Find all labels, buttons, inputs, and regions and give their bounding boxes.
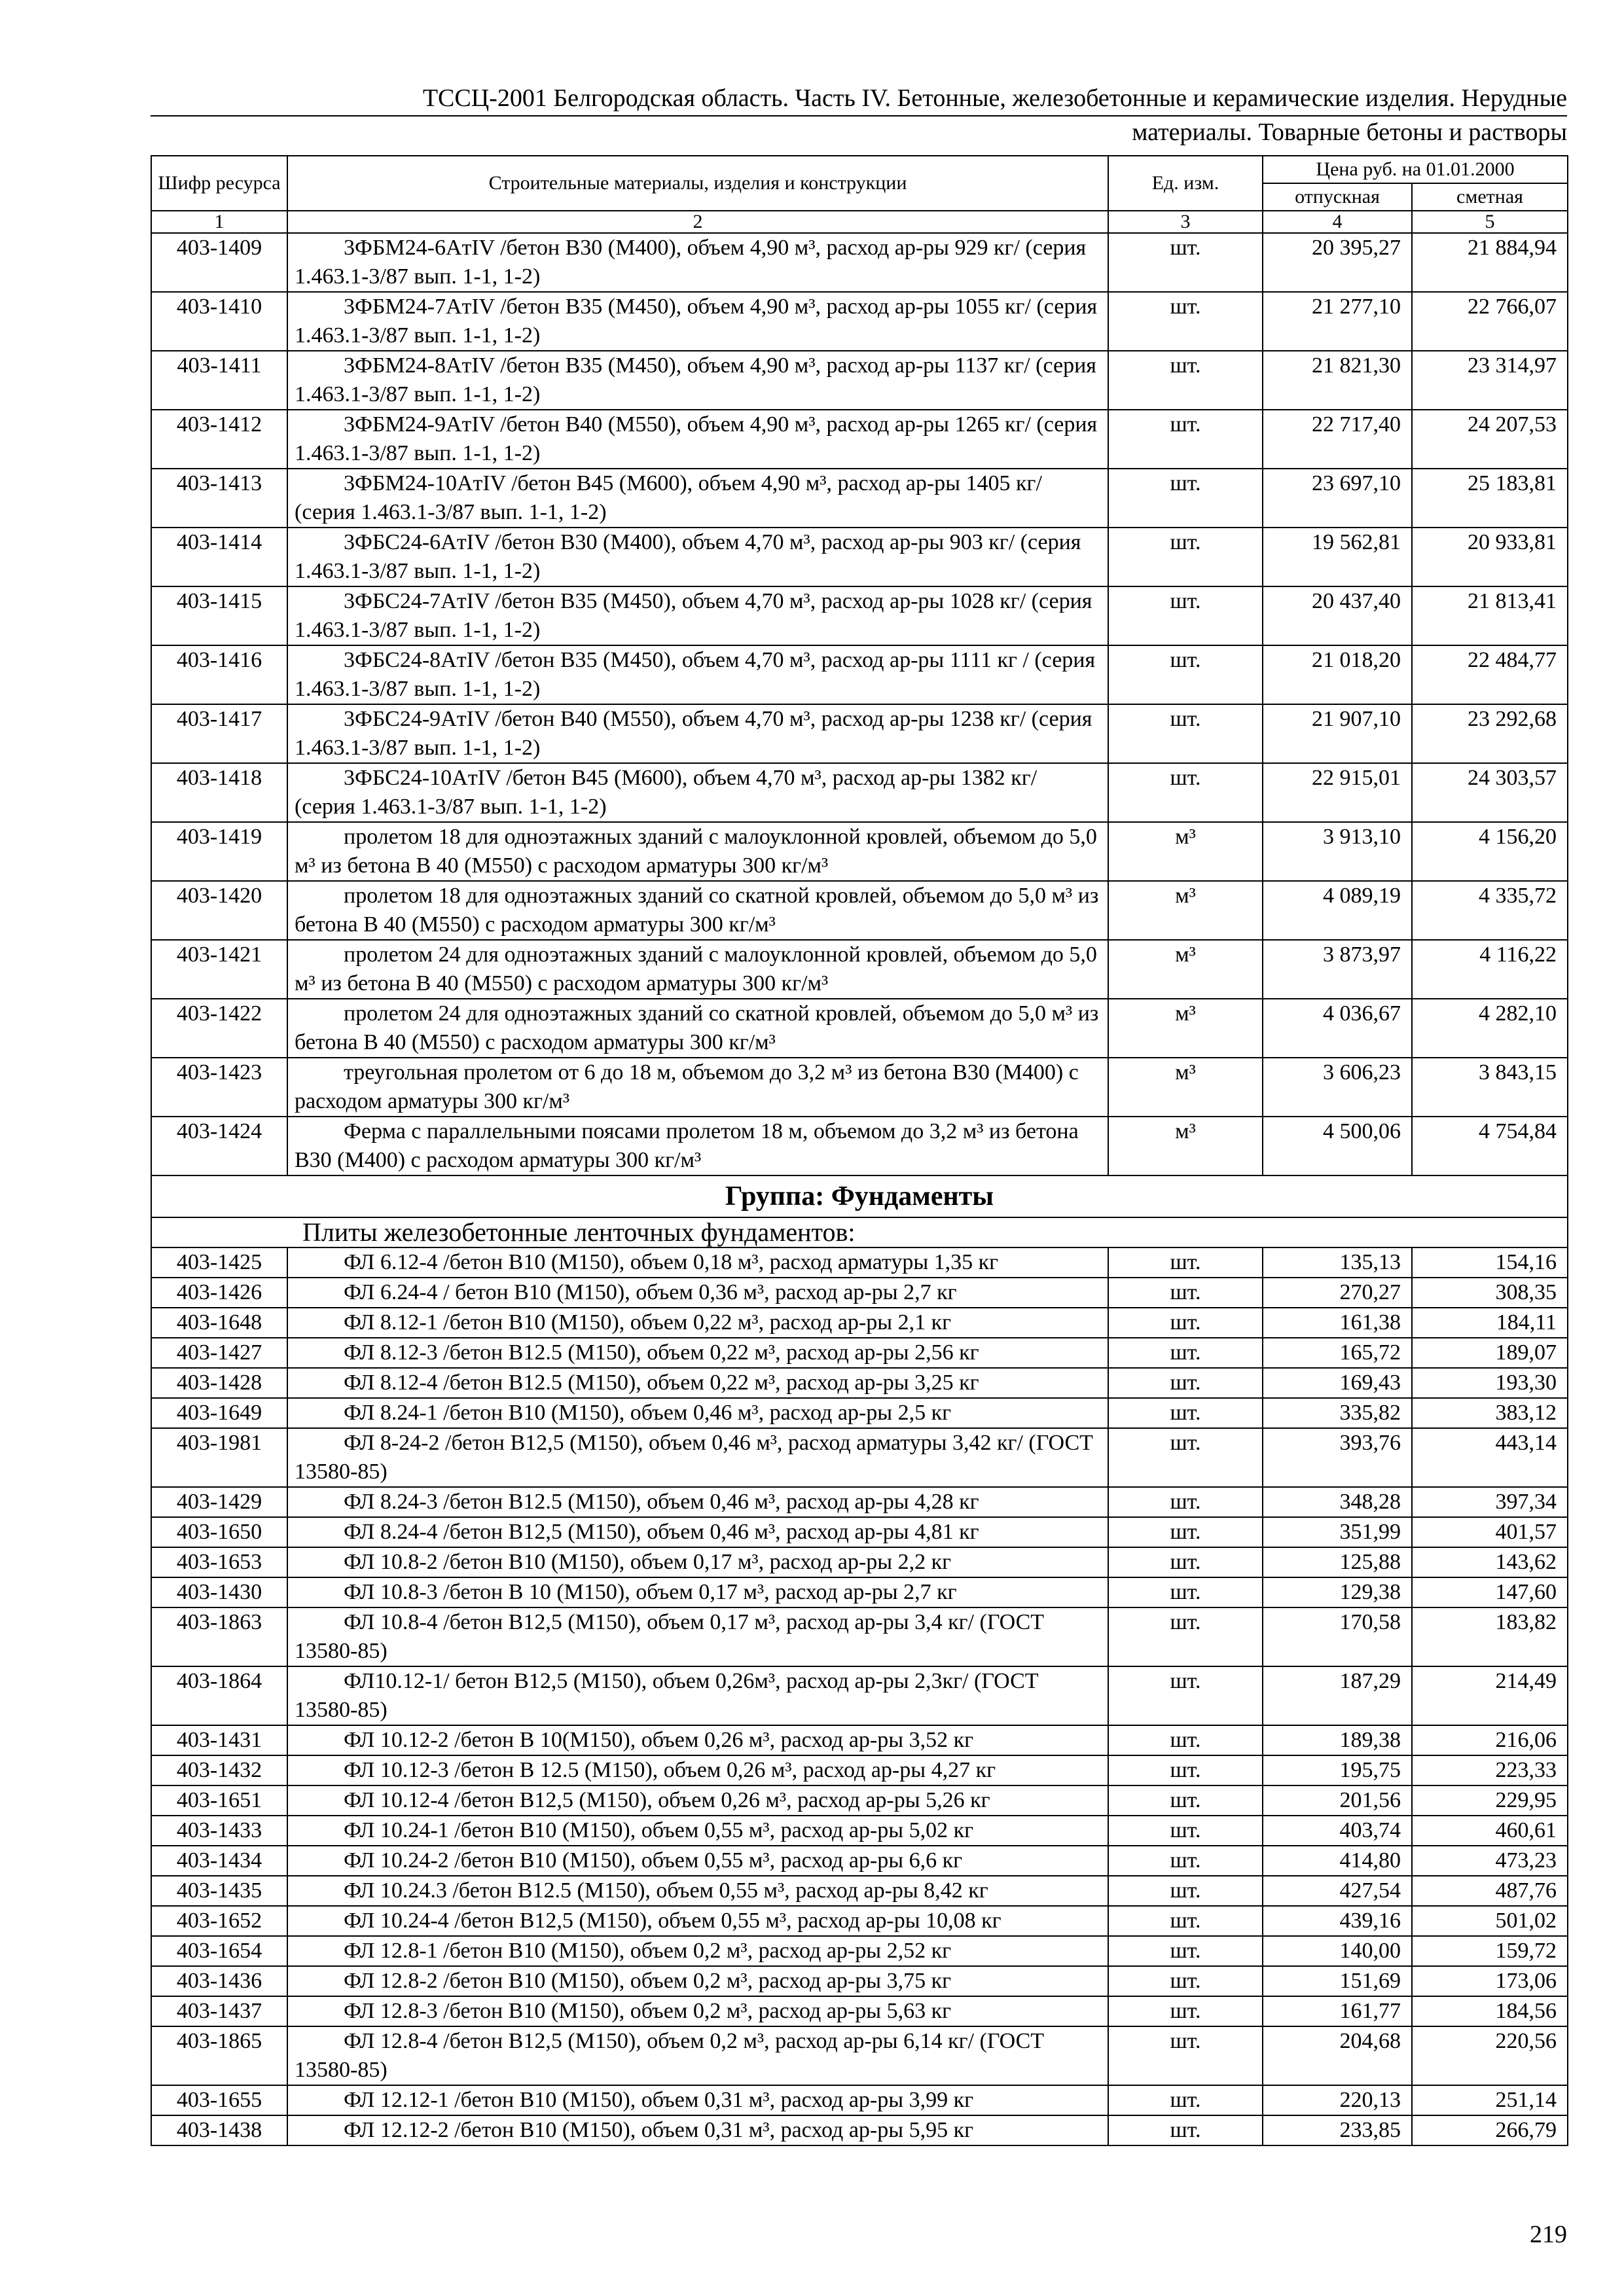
table-row (151, 822, 1568, 881)
resource-code: 403-1412 (151, 410, 287, 469)
unit-of-measure: шт. (1108, 1308, 1263, 1338)
release-price: 189,38 (1263, 1725, 1412, 1755)
resource-code: 403-1649 (151, 1398, 287, 1428)
table-row (151, 1487, 1568, 1517)
resource-code: 403-1427 (151, 1338, 287, 1368)
table-row (151, 1278, 1568, 1308)
unit-of-measure: шт. (1108, 1487, 1263, 1517)
resource-name: ФЛ 8.12-3 /бетон В12.5 (М150), объем 0,22 м³, расход ар-ры 2,56 кг (287, 1338, 1108, 1368)
column-number: 2 (287, 211, 1108, 233)
page-header-subtitle: материалы. Товарные бетоны и растворы (1132, 118, 1567, 146)
unit-of-measure: шт. (1108, 1785, 1263, 1816)
table-row (151, 1816, 1568, 1846)
resource-name: ФЛ 8.12-1 /бетон В10 (М150), объем 0,22 м³, расход ар-ры 2,1 кг (287, 1308, 1108, 1338)
estimate-price: 4 116,22 (1412, 940, 1568, 999)
unit-of-measure: м³ (1108, 881, 1263, 940)
estimate-price: 21 813,41 (1412, 586, 1568, 645)
unit-of-measure: шт. (1108, 1577, 1263, 1607)
header-name: Строительные материалы, изделия и конструкции (287, 156, 1108, 211)
resource-name: ФЛ 10.12-2 /бетон В 10(М150), объем 0,26 м³, расход ар-ры 3,52 кг (287, 1725, 1108, 1755)
resource-name: 3ФБС24-8AтIV /бетон В35 (М450), объем 4,70 м³, расход ар-ры 1111 кг / (серия 1.463.1-3/87 вып. 1-1, 1-2) (287, 645, 1108, 704)
unit-of-measure: шт. (1108, 704, 1263, 763)
estimate-price: 22 766,07 (1412, 292, 1568, 351)
resource-code: 403-1655 (151, 2085, 287, 2115)
unit-of-measure: шт. (1108, 586, 1263, 645)
estimate-price: 3 843,15 (1412, 1058, 1568, 1117)
table-row (151, 1517, 1568, 1547)
resource-code: 403-1434 (151, 1846, 287, 1876)
release-price: 4 500,06 (1263, 1117, 1412, 1175)
unit-of-measure: шт. (1108, 528, 1263, 586)
unit-of-measure: шт. (1108, 1755, 1263, 1785)
table-row (151, 1785, 1568, 1816)
table-row (151, 1428, 1568, 1487)
resource-code: 403-1863 (151, 1607, 287, 1666)
unit-of-measure: шт. (1108, 1725, 1263, 1755)
resource-code: 403-1410 (151, 292, 287, 351)
resource-code: 403-1409 (151, 233, 287, 292)
estimate-price: 383,12 (1412, 1398, 1568, 1428)
release-price: 165,72 (1263, 1338, 1412, 1368)
release-price: 187,29 (1263, 1666, 1412, 1725)
header-code: Шифр ресурса (151, 156, 287, 211)
table-row (151, 2115, 1568, 2145)
resource-name: ФЛ 8-24-2 /бетон В12,5 (М150), объем 0,46 м³, расход арматуры 3,42 кг/ (ГОСТ 13580-85) (287, 1428, 1108, 1487)
estimate-price: 184,11 (1412, 1308, 1568, 1338)
unit-of-measure: шт. (1108, 1247, 1263, 1278)
resource-name: пролетом 18 для одноэтажных зданий с малоуклонной кровлей, объемом до 5,0 м³ из бетона В 40 (М550) с расходом арматуры 300 кг/м³ (287, 822, 1108, 881)
release-price: 335,82 (1263, 1398, 1412, 1428)
release-price: 19 562,81 (1263, 528, 1412, 586)
unit-of-measure: шт. (1108, 2115, 1263, 2145)
estimate-price: 223,33 (1412, 1755, 1568, 1785)
unit-of-measure: шт. (1108, 1936, 1263, 1966)
table-row (151, 351, 1568, 410)
release-price: 22 915,01 (1263, 763, 1412, 822)
resource-code: 403-1651 (151, 1785, 287, 1816)
estimate-price: 308,35 (1412, 1278, 1568, 1308)
estimate-price: 147,60 (1412, 1577, 1568, 1607)
resource-name: ФЛ 10.24-2 /бетон В10 (М150), объем 0,55 м³, расход ар-ры 6,6 кг (287, 1846, 1108, 1876)
table-row (151, 1846, 1568, 1876)
unit-of-measure: шт. (1108, 1278, 1263, 1308)
estimate-price: 473,23 (1412, 1846, 1568, 1876)
unit-of-measure: шт. (1108, 1398, 1263, 1428)
table-row (151, 410, 1568, 469)
column-number: 5 (1412, 211, 1568, 233)
resource-name: пролетом 24 для одноэтажных зданий с малоуклонной кровлей, объемом до 5,0 м³ из бетона В 40 (М550) с расходом арматуры 300 кг/м³ (287, 940, 1108, 999)
unit-of-measure: шт. (1108, 1607, 1263, 1666)
release-price: 3 606,23 (1263, 1058, 1412, 1117)
unit-of-measure: шт. (1108, 1816, 1263, 1846)
release-price: 414,80 (1263, 1846, 1412, 1876)
resource-name: ФЛ 12.8-2 /бетон В10 (М150), объем 0,2 м³, расход ар-ры 3,75 кг (287, 1966, 1108, 1996)
table-row (151, 1398, 1568, 1428)
table-row (151, 1247, 1568, 1278)
column-number: 3 (1108, 211, 1263, 233)
table-row (151, 2085, 1568, 2115)
resource-code: 403-1413 (151, 469, 287, 528)
unit-of-measure: шт. (1108, 1368, 1263, 1398)
estimate-price: 24 207,53 (1412, 410, 1568, 469)
release-price: 151,69 (1263, 1966, 1412, 1996)
estimate-price: 4 754,84 (1412, 1117, 1568, 1175)
resource-code: 403-1865 (151, 2026, 287, 2085)
unit-of-measure: шт. (1108, 2026, 1263, 2085)
table-row (151, 1577, 1568, 1607)
column-number: 1 (151, 211, 287, 233)
estimate-price: 214,49 (1412, 1666, 1568, 1725)
resource-name: ФЛ 12.8-1 /бетон В10 (М150), объем 0,2 м³, расход ар-ры 2,52 кг (287, 1936, 1108, 1966)
release-price: 4 036,67 (1263, 999, 1412, 1058)
release-price: 135,13 (1263, 1247, 1412, 1278)
resource-code: 403-1437 (151, 1996, 287, 2026)
table-row (151, 1876, 1568, 1906)
resource-code: 403-1648 (151, 1308, 287, 1338)
estimate-price: 183,82 (1412, 1607, 1568, 1666)
release-price: 270,27 (1263, 1278, 1412, 1308)
table-row (151, 1058, 1568, 1117)
page-number: 219 (1530, 2221, 1567, 2248)
resource-name: ФЛ 10.12-4 /бетон В12,5 (М150), объем 0,26 м³, расход ар-ры 5,26 кг (287, 1785, 1108, 1816)
resource-code: 403-1422 (151, 999, 287, 1058)
release-price: 125,88 (1263, 1547, 1412, 1577)
header-price: Цена руб. на 01.01.2000 (1263, 156, 1568, 183)
table-row (151, 292, 1568, 351)
release-price: 21 821,30 (1263, 351, 1412, 410)
resource-code: 403-1415 (151, 586, 287, 645)
resource-code: 403-1416 (151, 645, 287, 704)
release-price: 21 907,10 (1263, 704, 1412, 763)
release-price: 169,43 (1263, 1368, 1412, 1398)
release-price: 233,85 (1263, 2115, 1412, 2145)
table-row (151, 999, 1568, 1058)
unit-of-measure: шт. (1108, 645, 1263, 704)
resource-name: ФЛ 12.8-3 /бетон В10 (М150), объем 0,2 м³, расход ар-ры 5,63 кг (287, 1996, 1108, 2026)
table-row (151, 1966, 1568, 1996)
table-row (151, 469, 1568, 528)
estimate-price: 401,57 (1412, 1517, 1568, 1547)
resource-name: ФЛ 10.8-2 /бетон В10 (М150), объем 0,17 м³, расход ар-ры 2,2 кг (287, 1547, 1108, 1577)
unit-of-measure: м³ (1108, 940, 1263, 999)
estimate-price: 4 156,20 (1412, 822, 1568, 881)
table-row (151, 1547, 1568, 1577)
release-price: 220,13 (1263, 2085, 1412, 2115)
resource-name: ФЛ 10.24.3 /бетон В12.5 (М150), объем 0,55 м³, расход ар-ры 8,42 кг (287, 1876, 1108, 1906)
estimate-price: 154,16 (1412, 1247, 1568, 1278)
release-price: 21 018,20 (1263, 645, 1412, 704)
resource-name: 3ФБМ24-6AтIV /бетон В30 (М400), объем 4,90 м³, расход ар-ры 929 кг/ (серия 1.463.1-3/87 вып. 1-1, 1-2) (287, 233, 1108, 292)
unit-of-measure: шт. (1108, 1846, 1263, 1876)
resource-code: 403-1418 (151, 763, 287, 822)
estimate-price: 216,06 (1412, 1725, 1568, 1755)
estimate-price: 4 282,10 (1412, 999, 1568, 1058)
table-row (151, 704, 1568, 763)
table-row (151, 1936, 1568, 1966)
resource-name: ФЛ 12.12-1 /бетон В10 (М150), объем 0,31 м³, расход ар-ры 3,99 кг (287, 2085, 1108, 2115)
resource-name: 3ФБМ24-10AтIV /бетон В45 (М600), объем 4,90 м³, расход ар-ры 1405 кг/ (серия 1.463.1-3/87 вып. 1-1, 1-2) (287, 469, 1108, 528)
resource-code: 403-1411 (151, 351, 287, 410)
resource-name: пролетом 18 для одноэтажных зданий со скатной кровлей, объемом до 5,0 м³ из бетона В 40 (М550) с расходом арматуры 300 кг/м³ (287, 881, 1108, 940)
unit-of-measure: шт. (1108, 2085, 1263, 2115)
price-table-container (151, 155, 1567, 2146)
table-row (151, 1338, 1568, 1368)
resource-code: 403-1430 (151, 1577, 287, 1607)
estimate-price: 220,56 (1412, 2026, 1568, 2085)
table-row (151, 2026, 1568, 2085)
table-row (151, 940, 1568, 999)
table-row (151, 233, 1568, 292)
resource-name: ФЛ 8.12-4 /бетон В12.5 (М150), объем 0,22 м³, расход ар-ры 3,25 кг (287, 1368, 1108, 1398)
release-price: 3 913,10 (1263, 822, 1412, 881)
resource-code: 403-1426 (151, 1278, 287, 1308)
group-title: Группа: Фундаменты (151, 1175, 1568, 1217)
release-price: 427,54 (1263, 1876, 1412, 1906)
resource-code: 403-1650 (151, 1517, 287, 1547)
unit-of-measure: шт. (1108, 469, 1263, 528)
resource-name: ФЛ 10.12-3 /бетон В 12.5 (М150), объем 0,26 м³, расход ар-ры 4,27 кг (287, 1755, 1108, 1785)
table-row (151, 1607, 1568, 1666)
estimate-price: 184,56 (1412, 1996, 1568, 2026)
estimate-price: 266,79 (1412, 2115, 1568, 2145)
unit-of-measure: шт. (1108, 1338, 1263, 1368)
estimate-price: 251,14 (1412, 2085, 1568, 2115)
table-row (151, 586, 1568, 645)
resource-name: ФЛ 12.8-4 /бетон В12,5 (М150), объем 0,2 м³, расход ар-ры 6,14 кг/ (ГОСТ 13580-85) (287, 2026, 1108, 2085)
table-row (151, 1308, 1568, 1338)
unit-of-measure: м³ (1108, 1117, 1263, 1175)
estimate-price: 20 933,81 (1412, 528, 1568, 586)
table-row (151, 763, 1568, 822)
unit-of-measure: шт. (1108, 1906, 1263, 1936)
release-price: 20 395,27 (1263, 233, 1412, 292)
estimate-price: 21 884,94 (1412, 233, 1568, 292)
estimate-price: 443,14 (1412, 1428, 1568, 1487)
estimate-price: 143,62 (1412, 1547, 1568, 1577)
resource-name: ФЛ 10.24-1 /бетон В10 (М150), объем 0,55 м³, расход ар-ры 5,02 кг (287, 1816, 1108, 1846)
resource-code: 403-1419 (151, 822, 287, 881)
table-row (151, 1666, 1568, 1725)
release-price: 204,68 (1263, 2026, 1412, 2085)
table-row (151, 645, 1568, 704)
resource-code: 403-1435 (151, 1876, 287, 1906)
unit-of-measure: шт. (1108, 410, 1263, 469)
resource-code: 403-1424 (151, 1117, 287, 1175)
estimate-price: 23 314,97 (1412, 351, 1568, 410)
resource-name: Ферма с параллельными поясами пролетом 18 м, объемом до 3,2 м³ из бетона В30 (М400) с расходом арматуры 300 кг/м³ (287, 1117, 1108, 1175)
resource-name: ФЛ 8.24-4 /бетон В12,5 (М150), объем 0,46 м³, расход ар-ры 4,81 кг (287, 1517, 1108, 1547)
estimate-price: 173,06 (1412, 1966, 1568, 1996)
unit-of-measure: м³ (1108, 1058, 1263, 1117)
release-price: 21 277,10 (1263, 292, 1412, 351)
unit-of-measure: шт. (1108, 1428, 1263, 1487)
resource-code: 403-1414 (151, 528, 287, 586)
resource-code: 403-1653 (151, 1547, 287, 1577)
estimate-price: 501,02 (1412, 1906, 1568, 1936)
estimate-price: 193,30 (1412, 1368, 1568, 1398)
unit-of-measure: шт. (1108, 1876, 1263, 1906)
resource-name: ФЛ 6.12-4 /бетон В10 (М150), объем 0,18 м³, расход арматуры 1,35 кг (287, 1247, 1108, 1278)
unit-of-measure: шт. (1108, 233, 1263, 292)
release-price: 129,38 (1263, 1577, 1412, 1607)
resource-code: 403-1431 (151, 1725, 287, 1755)
release-price: 201,56 (1263, 1785, 1412, 1816)
table-row (151, 1755, 1568, 1785)
unit-of-measure: шт. (1108, 1547, 1263, 1577)
resource-name: ФЛ 6.24-4 / бетон В10 (М150), объем 0,36 м³, расход ар-ры 2,7 кг (287, 1278, 1108, 1308)
resource-name: 3ФБС24-6AтIV /бетон В30 (М400), объем 4,70 м³, расход ар-ры 903 кг/ (серия 1.463.1-3/87 вып. 1-1, 1-2) (287, 528, 1108, 586)
header-estimate-price: сметная (1412, 183, 1568, 211)
resource-name: пролетом 24 для одноэтажных зданий со скатной кровлей, объемом до 5,0 м³ из бетона В 40 (М550) с расходом арматуры 300 кг/м³ (287, 999, 1108, 1058)
resource-code: 403-1652 (151, 1906, 287, 1936)
estimate-price: 189,07 (1412, 1338, 1568, 1368)
resource-code: 403-1425 (151, 1247, 287, 1278)
release-price: 393,76 (1263, 1428, 1412, 1487)
release-price: 351,99 (1263, 1517, 1412, 1547)
release-price: 403,74 (1263, 1816, 1412, 1846)
estimate-price: 24 303,57 (1412, 763, 1568, 822)
resource-code: 403-1432 (151, 1755, 287, 1785)
release-price: 348,28 (1263, 1487, 1412, 1517)
resource-name: ФЛ 8.24-1 /бетон В10 (М150), объем 0,46 м³, расход ар-ры 2,5 кг (287, 1398, 1108, 1428)
release-price: 439,16 (1263, 1906, 1412, 1936)
estimate-price: 397,34 (1412, 1487, 1568, 1517)
table-row (151, 1725, 1568, 1755)
resource-name: треугольная пролетом от 6 до 18 м, объемом до 3,2 м³ из бетона В30 (М400) с расходом арматуры 300 кг/м³ (287, 1058, 1108, 1117)
resource-name: 3ФБМ24-7AтIV /бетон В35 (М450), объем 4,90 м³, расход ар-ры 1055 кг/ (серия 1.463.1-3/87 вып. 1-1, 1-2) (287, 292, 1108, 351)
resource-code: 403-1433 (151, 1816, 287, 1846)
estimate-price: 159,72 (1412, 1936, 1568, 1966)
table-row (151, 1117, 1568, 1175)
estimate-price: 23 292,68 (1412, 704, 1568, 763)
resource-code: 403-1420 (151, 881, 287, 940)
column-number: 4 (1263, 211, 1412, 233)
release-price: 23 697,10 (1263, 469, 1412, 528)
estimate-price: 25 183,81 (1412, 469, 1568, 528)
unit-of-measure: шт. (1108, 1666, 1263, 1725)
resource-name: ФЛ 10.24-4 /бетон В12,5 (М150), объем 0,55 м³, расход ар-ры 10,08 кг (287, 1906, 1108, 1936)
release-price: 22 717,40 (1263, 410, 1412, 469)
resource-code: 403-1429 (151, 1487, 287, 1517)
resource-name: 3ФБМ24-8AтIV /бетон В35 (М450), объем 4,90 м³, расход ар-ры 1137 кг/ (серия 1.463.1-3/87 вып. 1-1, 1-2) (287, 351, 1108, 410)
page-header-title: ТССЦ-2001 Белгородская область. Часть IV. Бетонные, железобетонные и керамические изделия. Нерудные (422, 84, 1567, 112)
unit-of-measure: шт. (1108, 292, 1263, 351)
resource-name: ФЛ 12.12-2 /бетон В10 (М150), объем 0,31 м³, расход ар-ры 5,95 кг (287, 2115, 1108, 2145)
unit-of-measure: шт. (1108, 1966, 1263, 1996)
table-row (151, 881, 1568, 940)
header-unit: Ед. изм. (1108, 156, 1263, 211)
unit-of-measure: шт. (1108, 1996, 1263, 2026)
resource-name: ФЛ 10.8-3 /бетон В 10 (М150), объем 0,17 м³, расход ар-ры 2,7 кг (287, 1577, 1108, 1607)
unit-of-measure: шт. (1108, 1517, 1263, 1547)
resource-name: 3ФБС24-10AтIV /бетон В45 (М600), объем 4,70 м³, расход ар-ры 1382 кг/ (серия 1.463.1-3/87 вып. 1-1, 1-2) (287, 763, 1108, 822)
release-price: 140,00 (1263, 1936, 1412, 1966)
resource-code: 403-1421 (151, 940, 287, 999)
release-price: 161,77 (1263, 1996, 1412, 2026)
estimate-price: 487,76 (1412, 1876, 1568, 1906)
resource-code: 403-1981 (151, 1428, 287, 1487)
price-table (151, 155, 1568, 2146)
resource-code: 403-1436 (151, 1966, 287, 1996)
resource-name: 3ФБМ24-9AтIV /бетон В40 (М550), объем 4,90 м³, расход ар-ры 1265 кг/ (серия 1.463.1-3/87 вып. 1-1, 1-2) (287, 410, 1108, 469)
table-row (151, 1368, 1568, 1398)
header-rule (151, 115, 1567, 117)
estimate-price: 460,61 (1412, 1816, 1568, 1846)
resource-code: 403-1438 (151, 2115, 287, 2145)
unit-of-measure: м³ (1108, 999, 1263, 1058)
header-release-price: отпускная (1263, 183, 1412, 211)
release-price: 195,75 (1263, 1755, 1412, 1785)
release-price: 170,58 (1263, 1607, 1412, 1666)
table-row (151, 1996, 1568, 2026)
resource-name: ФЛ 8.24-3 /бетон В12.5 (М150), объем 0,46 м³, расход ар-ры 4,28 кг (287, 1487, 1108, 1517)
estimate-price: 229,95 (1412, 1785, 1568, 1816)
release-price: 4 089,19 (1263, 881, 1412, 940)
resource-name: ФЛ10.12-1/ бетон В12,5 (М150), объем 0,26м³, расход ар-ры 2,3кг/ (ГОСТ 13580-85) (287, 1666, 1108, 1725)
resource-name: 3ФБС24-9AтIV /бетон В40 (М550), объем 4,70 м³, расход ар-ры 1238 кг/ (серия 1.463.1-3/87 вып. 1-1, 1-2) (287, 704, 1108, 763)
unit-of-measure: шт. (1108, 351, 1263, 410)
unit-of-measure: м³ (1108, 822, 1263, 881)
table-row (151, 528, 1568, 586)
resource-code: 403-1423 (151, 1058, 287, 1117)
release-price: 161,38 (1263, 1308, 1412, 1338)
release-price: 20 437,40 (1263, 586, 1412, 645)
resource-name: ФЛ 10.8-4 /бетон В12,5 (М150), объем 0,17 м³, расход ар-ры 3,4 кг/ (ГОСТ 13580-85) (287, 1607, 1108, 1666)
resource-code: 403-1654 (151, 1936, 287, 1966)
resource-name: 3ФБС24-7AтIV /бетон В35 (М450), объем 4,70 м³, расход ар-ры 1028 кг/ (серия 1.463.1-3/87 вып. 1-1, 1-2) (287, 586, 1108, 645)
release-price: 3 873,97 (1263, 940, 1412, 999)
subgroup-title: Плиты железобетонные ленточных фундаментов: (151, 1217, 1568, 1247)
estimate-price: 22 484,77 (1412, 645, 1568, 704)
estimate-price: 4 335,72 (1412, 881, 1568, 940)
table-row (151, 1906, 1568, 1936)
unit-of-measure: шт. (1108, 763, 1263, 822)
resource-code: 403-1428 (151, 1368, 287, 1398)
resource-code: 403-1864 (151, 1666, 287, 1725)
resource-code: 403-1417 (151, 704, 287, 763)
